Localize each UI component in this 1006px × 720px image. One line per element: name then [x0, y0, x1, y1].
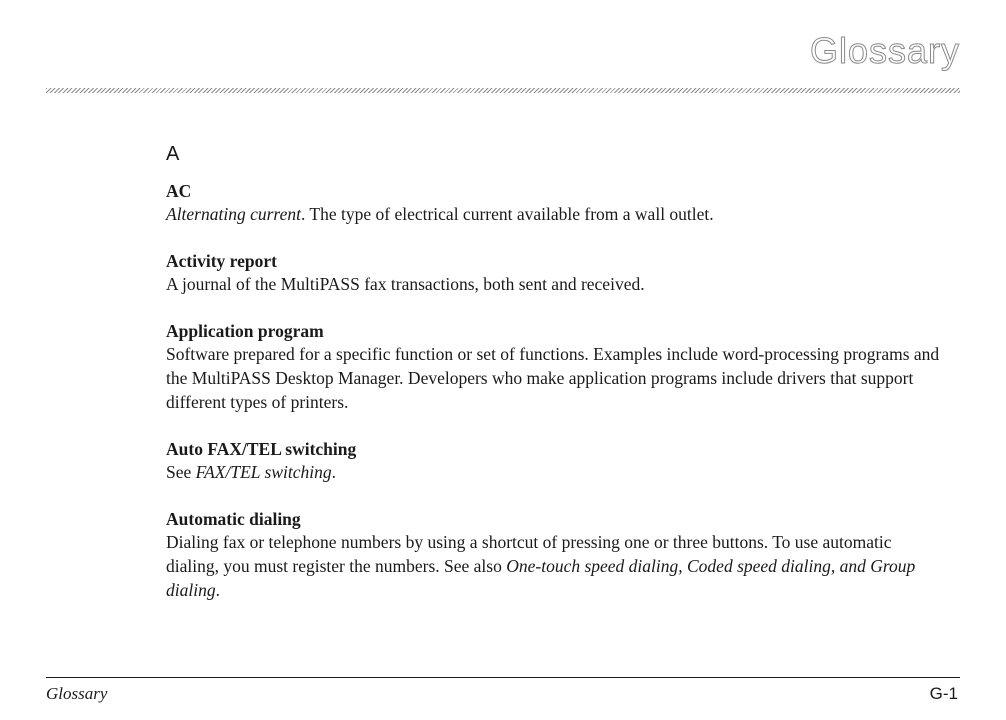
definition-segment: See	[166, 462, 196, 482]
glossary-term: Application program	[166, 321, 324, 341]
definition-italic-segment: One-touch speed dialing, Coded speed dialing, and Group dialing	[166, 556, 916, 600]
glossary-definition	[166, 530, 946, 602]
glossary-term: Auto FAX/TEL switching	[166, 439, 357, 459]
glossary-definition	[166, 460, 946, 484]
definition-segment: Software prepared for a specific function or set of functions. Examples include word-processing programs and the MultiPASS Desktop Manager. Developers who make application programs include drivers that support different types of printers.	[166, 344, 940, 412]
header-hatch-divider	[46, 88, 960, 93]
glossary-entry	[166, 508, 946, 602]
glossary-entries	[166, 180, 946, 602]
glossary-definition	[166, 272, 946, 296]
glossary-entry	[166, 250, 946, 296]
definition-segment: .	[331, 462, 337, 482]
glossary-definition	[166, 202, 946, 226]
definition-segment: .	[215, 580, 220, 600]
glossary-content	[166, 143, 946, 626]
glossary-entry	[166, 180, 946, 226]
definition-italic-segment: FAX/TEL switching	[195, 462, 332, 482]
glossary-entry	[166, 438, 946, 484]
glossary-term: AC	[166, 181, 192, 201]
definition-segment: . The type of electrical current available from a wall outlet.	[300, 204, 714, 224]
definition-segment: A journal of the MultiPASS fax transactions, both sent and received.	[166, 274, 645, 294]
glossary-entry	[166, 320, 946, 414]
glossary-term: Activity report	[166, 251, 277, 271]
footer-rule	[46, 677, 960, 678]
definition-italic-segment: Alternating current	[166, 204, 301, 224]
definition-segment: Dialing fax or telephone numbers by using a shortcut of pressing one or three buttons. To use automatic dialing, you must register the numbers. See also	[166, 532, 892, 576]
footer-label: Glossary	[46, 684, 108, 703]
section-letter: A	[166, 143, 180, 165]
page-number: G-1	[929, 684, 958, 703]
glossary-definition	[166, 342, 946, 414]
page-title: Glossary	[809, 30, 960, 71]
glossary-term: Automatic dialing	[166, 509, 301, 529]
